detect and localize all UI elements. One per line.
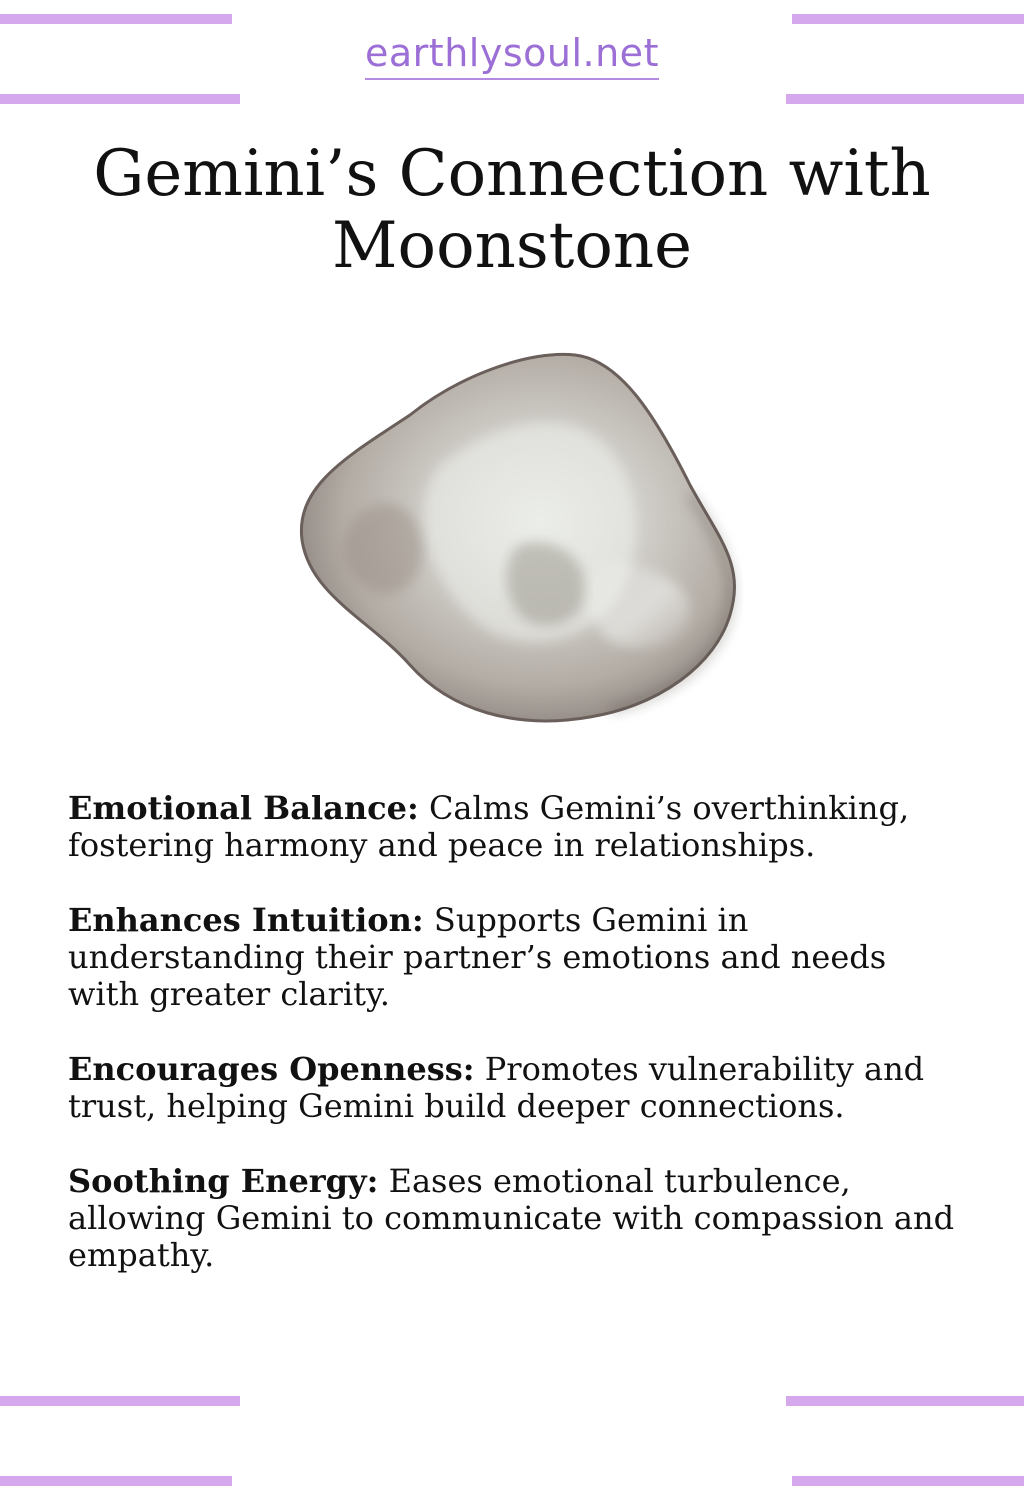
benefit-item — [68, 902, 958, 1013]
benefit-text: Calms Gemini’s overthinking, fostering harmony and peace in relationships. — [68, 789, 910, 864]
top-left-bar-1 — [0, 14, 232, 24]
benefit-heading: Soothing Energy: — [68, 1162, 379, 1200]
benefit-heading: Enhances Intuition: — [68, 901, 424, 939]
bottom-left-bar-1 — [0, 1396, 240, 1406]
benefit-text: Promotes vulnerability and trust, helping Gemini build deeper connections. — [68, 1050, 925, 1125]
benefits-list — [68, 790, 958, 1312]
site-logo[interactable] — [0, 30, 1024, 80]
moonstone-image — [290, 345, 750, 730]
benefit-text: Eases emotional turbulence, allowing Gemini to communicate with compassion and empathy. — [68, 1162, 955, 1274]
top-right-bar-1 — [792, 14, 1024, 24]
benefit-heading: Encourages Openness: — [68, 1050, 475, 1088]
benefit-heading: Emotional Balance: — [68, 789, 419, 827]
bottom-left-bar-2 — [0, 1476, 232, 1486]
benefit-item — [68, 790, 958, 864]
benefit-text: Supports Gemini in understanding their partner’s emotions and needs with greater clarity. — [68, 901, 887, 1013]
bottom-right-bar-2 — [792, 1476, 1024, 1486]
bottom-right-bar-1 — [786, 1396, 1024, 1406]
page-title: Gemini’s Connection with Moonstone — [93, 137, 931, 283]
benefit-item — [68, 1163, 958, 1274]
benefit-item — [68, 1051, 958, 1125]
top-right-bar-2 — [786, 94, 1024, 104]
logo-text: earthlysoul.net — [365, 30, 659, 80]
top-left-bar-2 — [0, 94, 240, 104]
